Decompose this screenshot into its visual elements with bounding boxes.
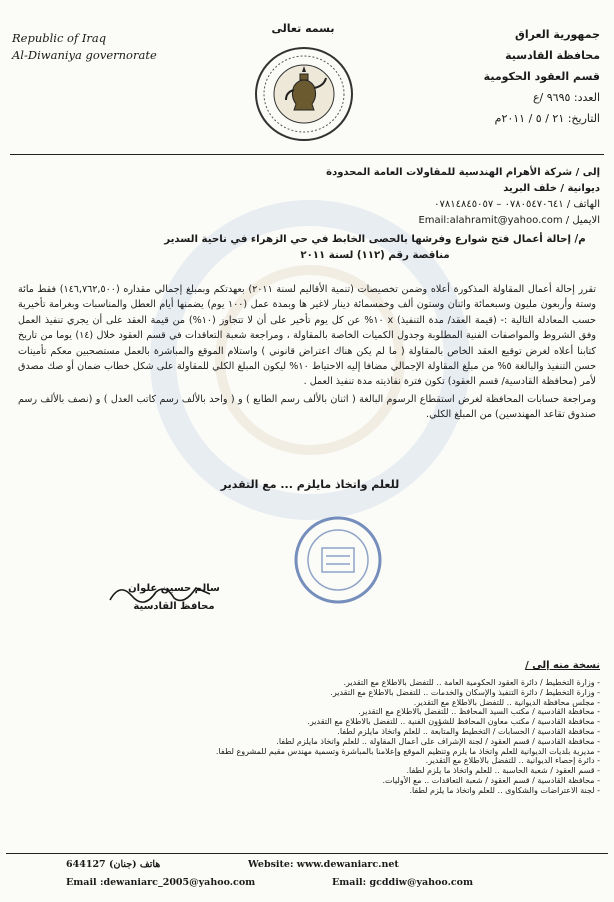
tender-number: مناقصة رقم (١١٢) لسنة ٢٠١١ — [300, 250, 450, 261]
copy-recipient: - محافظة القادسية / قسم العقود / شعبة التعاقدات .. مع الأوليات. — [382, 775, 600, 785]
footer-email-secondary[interactable]: Email: gcddiw@yahoo.com — [332, 877, 474, 888]
copy-recipient: - قسم العقود / شعبة الحاسبة .. للعلم واتخاذ ما يلزم لطفا. — [406, 766, 600, 776]
copy-recipient: - وزارة التخطيط / دائرة العقود الحكومية العامة .. للتفضل بالاطلاع مع التقدير. — [343, 678, 600, 687]
header-divider — [10, 154, 604, 155]
closing-line: للعلم واتخاذ مايلزم ... مع التقدير — [220, 478, 400, 491]
copies-heading: نسخة منه إلى / — [525, 660, 600, 671]
arabic-header — [390, 24, 600, 129]
governorate-en: Al-Diwaniya governorate — [12, 48, 157, 62]
recipient-address — [180, 165, 600, 229]
basmala: بسمه تعالى — [271, 22, 335, 35]
official-stamp-icon — [292, 514, 384, 606]
recipient-phone: الهاتف / ٠٧٨٠٥٤٧٠٦٤١ – ٠٧٨١٤٨٤٥٠٥٧ — [434, 199, 600, 210]
subject-line: م/ إحالة أعمال فتح شوارع وفرشها بالحصى الخابط في حي الزهراء في ناحية السدير — [164, 234, 586, 245]
english-header — [12, 30, 212, 64]
body-paragraph: ومراجعة حسابات المحافظة لغرض استقطاع الرسوم البالغة ( اثنان بالألف رسم الطابع ) و ( واحد بالألف رسم كاتب العدل ) و (نصف بالألف رسم صندوق تقاعد المهندسين) من المبلغ الكلي. — [18, 393, 596, 421]
footer-phone: هاتف (جنان) 644127 — [66, 859, 161, 870]
copy-recipient: - وزارة التخطيط / دائرة التنفيذ والإسكان والخدمات .. للتفضل بالاطلاع مع التقدير. — [330, 687, 600, 697]
signature-block — [104, 580, 244, 616]
recipient-email: الايميل / Email:alahramit@yahoo.com — [418, 215, 600, 226]
letter-body — [18, 282, 596, 425]
recipient-city: ديوانية / خلف البريد — [503, 183, 600, 194]
recipient-name: إلى / شركة الأهرام الهندسية للمقاولات العامة المحدودة — [326, 167, 600, 178]
country-en: Republic of Iraq — [12, 31, 107, 45]
country-ar: جمهورية العراق — [515, 28, 600, 41]
governorate-ar: محافظة القادسية — [505, 49, 600, 62]
footer — [0, 855, 614, 902]
letter-subject — [150, 232, 600, 264]
letter-date: التاريخ: ٢١ / ٥ / ٢٠١١م — [494, 112, 600, 125]
copy-recipient: - محافظة القادسية / مكتب السيد المحافظ .. للتفضل بالاطلاع مع التقدير. — [358, 707, 600, 717]
copy-recipient: - محافظة القادسية / مكتب معاون المحافظ للشؤون الفنية .. للتفضل بالاطلاع مع التقدير. — [307, 717, 600, 727]
copy-recipient: - لجنة الاعتراضات والشكاوى .. للعلم واتخاذ ما يلزم لطفا. — [409, 785, 600, 795]
copy-recipient: - مديرية بلديات الديوانية للعلم واتخاذ ما يلزم وتنظيم الموقع وإعلامنا بالمباشرة وتسمية مهندس مقيم للمشروع لطفا. — [215, 746, 600, 756]
footer-email-primary[interactable]: Email :dewaniarc_2005@yahoo.com — [66, 877, 256, 888]
copy-recipient: - محافظة القادسية / الحسابات / التخطيط والمتابعة .. للعلم واتخاذ مايلزم لطفا. — [337, 726, 600, 736]
copy-recipient: - مجلس محافظة الديوانية .. للتفضل بالاطلاع مع التقدير. — [413, 697, 600, 707]
copy-recipient: - محافظة القادسية / قسم العقود / لجنة الإشراف على أعمال المقاولة .. للعلم واتخاذ مايلزم لطفا. — [276, 736, 600, 746]
copies-list — [100, 678, 600, 796]
reference-number: العدد: ٩٦٩٥ /ع — [532, 91, 600, 104]
department-ar: قسم العقود الحكومية — [483, 70, 600, 83]
signer-title: محافظ القادسية — [133, 601, 215, 612]
signer-name: سالم حسين علوان — [128, 583, 220, 594]
footer-divider — [6, 853, 608, 854]
footer-website[interactable]: Website: www.dewaniarc.net — [248, 859, 399, 870]
body-paragraph: تقرر إحالة أعمال المقاولة المذكورة أعلاه وضمن تخصيصات (تنمية الأقاليم لسنة ٢٠١١) بعهدتكم وبمبلغ إجمالي مقداره (١٤٦,٧٦٢,٥٠٠) فقط مائة وستة وأربعون مليون وسبعمائة واثنان وستون ألف وخمسمائة دينار لاغير ها وبمدة عمل (١٠٠ يوم) يضمنها أيام العطل والمناسبات وبغرامة تأخيرية حسب المعادلة التالية :- (قيمة العقد/ مدة التنفيذ) x ١٠% عن كل يوم تأخير على أن لا تتجاوز (١٠%) من قيمة العقد على أن يجري تنفيذ العمل وفق الشروط والمواصفات الفنية المطلوبة وجدول الكميات الخاصة بالمقاولة ، ومراجعة شعبة التعاقدات في قسم العقود خلال (١٤) يوما من تاريخ كتابنا أعلاه لغرض توقيع العقد الخاص بالمقاولة ( ما لم يكن هناك اعتراض قانوني ) واستلام الموقع والمباشرة بالعمل مستصحبين معكم تأمينات حسن التنفيذ والبالغة ٥% من مبلغ المقاولة الإجمالي مضافا إليه الاحتياط ١٠% ليكون المبلغ الكلي للمقاولة على شكل خطاب ضمان أو صك مصدق لأمر (محافظة القادسية/ قسم العقود) تكون فترة نفاذيته مدة تنفيذ العمل . — [18, 284, 597, 388]
copy-recipient: - دائرة إحصاء الديوانية .. للتفضل بالاطلاع مع التقدير. — [425, 756, 600, 766]
governorate-emblem-icon — [242, 44, 366, 144]
